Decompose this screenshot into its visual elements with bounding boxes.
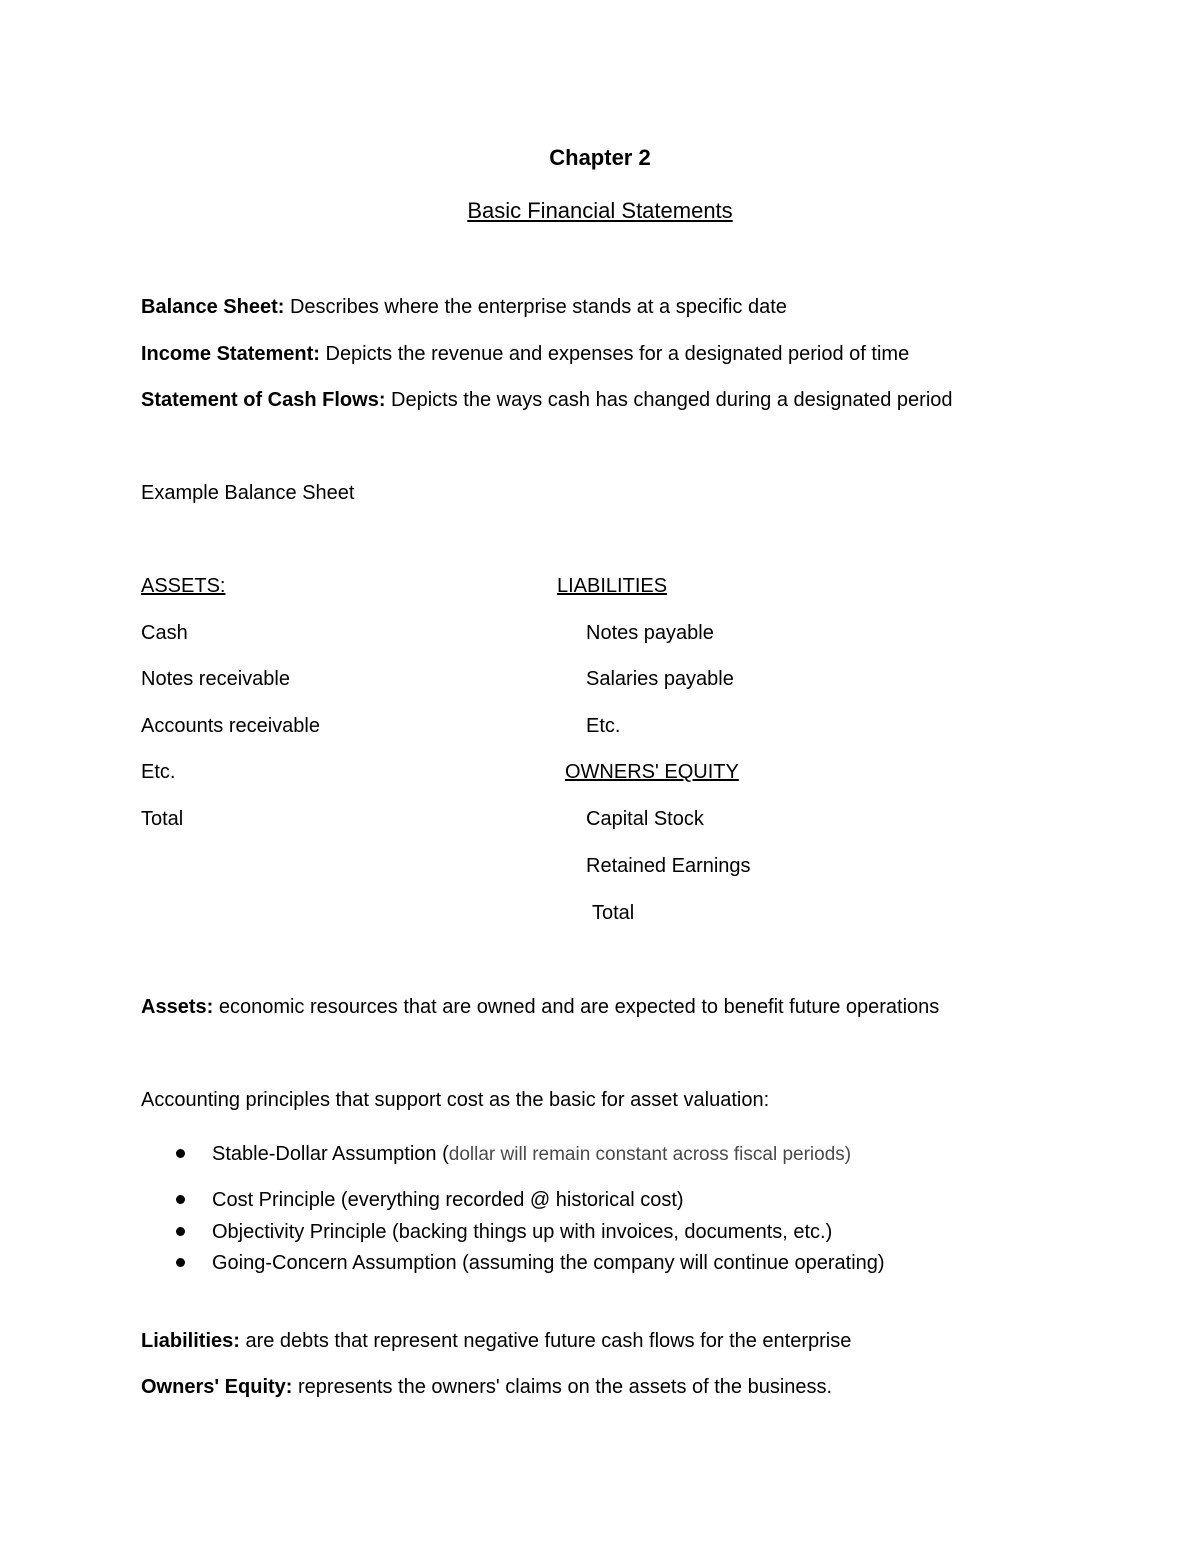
liabilities-header: LIABILITIES [557, 575, 668, 597]
definition-term: Income Statement: [141, 343, 320, 365]
liability-item: Etc. [586, 715, 621, 737]
principle-name: Stable-Dollar Assumption [212, 1143, 437, 1165]
page-title: Chapter 2 [549, 145, 651, 170]
equity-item: Retained Earnings [586, 855, 751, 877]
definition-text: Depicts the ways cash has changed during a designated period [385, 389, 953, 411]
assets-header: ASSETS: [141, 575, 226, 597]
example-heading: Example Balance Sheet [141, 482, 355, 504]
definition-text: Depicts the revenue and expenses for a designated period of time [319, 343, 910, 365]
assets-definition [141, 995, 939, 1019]
bullet-icon [176, 1195, 185, 1204]
page-subtitle: Basic Financial Statements [467, 198, 733, 223]
principle-item: Stable-Dollar Assumption (dollar will remain constant across fiscal periods) [212, 1143, 852, 1165]
principle-item: Objectivity Principle (backing things up with invoices, documents, etc.) [212, 1221, 833, 1243]
asset-item: Cash [141, 622, 188, 644]
definition-term: Owners' Equity: [141, 1376, 293, 1398]
definition-text: economic resources that are owned and are expected to benefit future operations [213, 996, 940, 1018]
bullet-icon [176, 1149, 185, 1158]
principle-item: Cost Principle (everything recorded @ historical cost) [212, 1189, 684, 1211]
definition-term: Assets: [141, 996, 214, 1018]
liabilities-definition [141, 1329, 851, 1353]
liability-item: Notes payable [586, 622, 714, 644]
bullet-icon [176, 1258, 185, 1267]
definition-term: Statement of Cash Flows: [141, 389, 386, 411]
bullet-icon [176, 1227, 185, 1236]
definition-text: represents the owners' claims on the assets of the business. [292, 1376, 833, 1398]
definition-text: are debts that represent negative future cash flows for the enterprise [239, 1330, 852, 1352]
definition-term: Liabilities: [141, 1330, 240, 1352]
definition-income-statement [141, 342, 909, 366]
equity-header: OWNERS' EQUITY [565, 761, 739, 783]
equity-definition [141, 1375, 832, 1399]
definition-term: Balance Sheet: [141, 296, 285, 318]
equity-item: Capital Stock [586, 808, 704, 830]
definition-text: Describes where the enterprise stands at a specific date [284, 296, 787, 318]
principle-item: Going-Concern Assumption (assuming the company will continue operating) [212, 1252, 885, 1274]
liability-item: Salaries payable [586, 668, 734, 690]
definition-cash-flows [141, 388, 953, 412]
equity-total: Total [592, 902, 635, 924]
principles-intro: Accounting principles that support cost as the basic for asset valuation: [141, 1089, 770, 1111]
principle-note: dollar will remain constant across fiscal periods) [448, 1144, 852, 1165]
asset-item: Notes receivable [141, 668, 290, 690]
asset-total: Total [141, 808, 184, 830]
asset-item: Accounts receivable [141, 715, 320, 737]
asset-item: Etc. [141, 761, 176, 783]
definition-balance-sheet [141, 295, 787, 319]
